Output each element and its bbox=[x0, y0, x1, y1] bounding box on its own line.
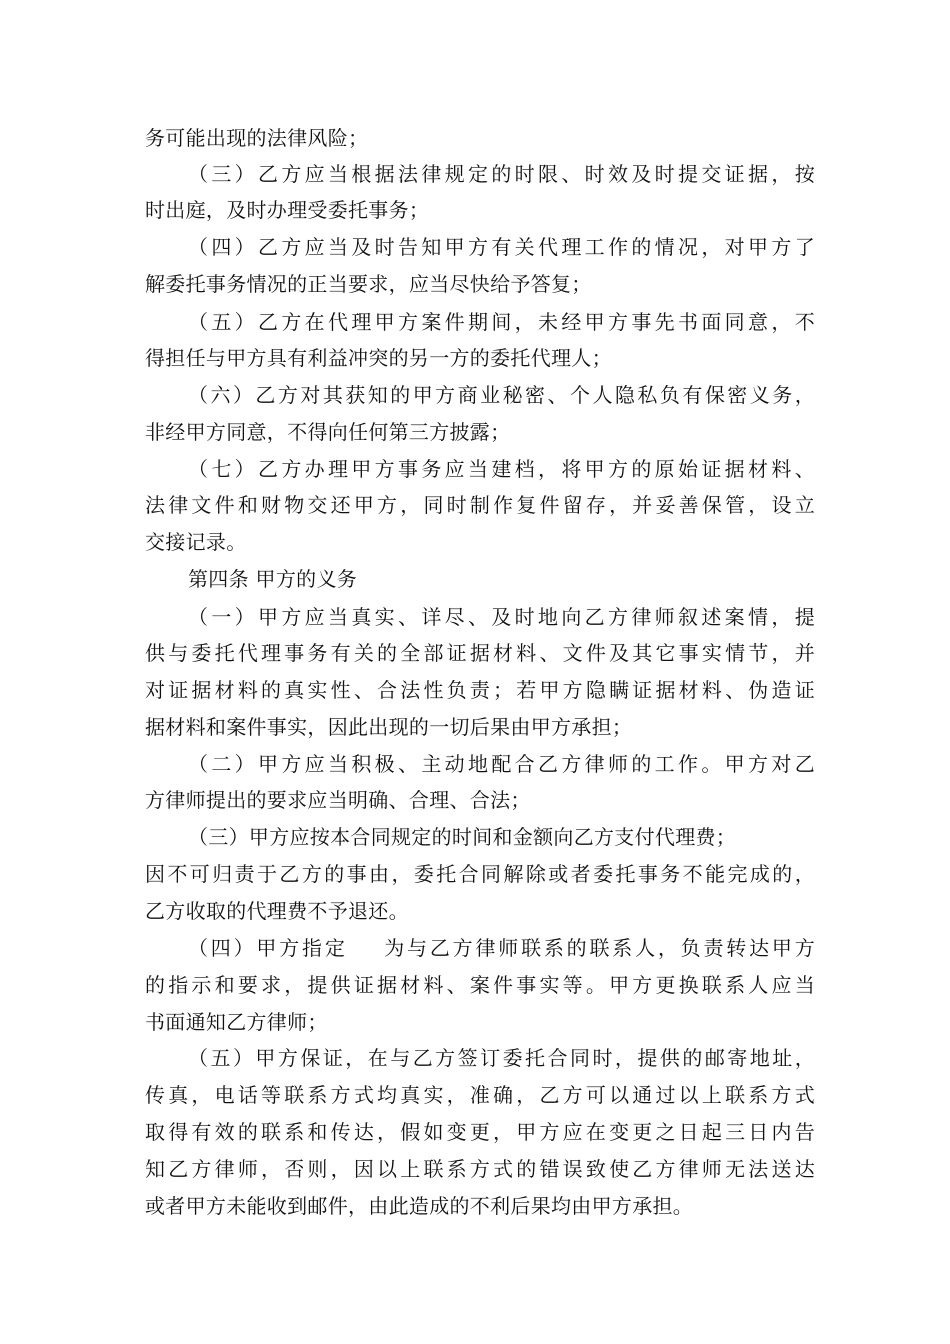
text-line: 据材料和案件事实，因此出现的一切后果由甲方承担； bbox=[145, 715, 633, 739]
text-line: （四）乙方应当及时告知甲方有关代理工作的情况，对甲方了 bbox=[188, 235, 815, 259]
text-line: 对证据材料的真实性、合法性负责；若甲方隐瞒证据材料、伪造证 bbox=[145, 678, 815, 702]
text-line: 法律文件和财物交还甲方，同时制作复件留存，并妥善保管，设立 bbox=[145, 493, 815, 517]
text-line: 书面通知乙方律师； bbox=[145, 1010, 328, 1034]
text-line: 得担任与甲方具有利益冲突的另一方的委托代理人； bbox=[145, 346, 612, 370]
text-line: （七）乙方办理甲方事务应当建档，将甲方的原始证据材料、 bbox=[188, 457, 815, 481]
text-line: 时出庭，及时办理受委托事务； bbox=[145, 198, 430, 222]
text-line: 取得有效的联系和传达，假如变更，甲方应在变更之日起三日内告 bbox=[145, 1120, 815, 1144]
text-line: 因不可归责于乙方的事由，委托合同解除或者委托事务不能完成的， bbox=[145, 862, 815, 886]
text-line: 解委托事务情况的正当要求，应当尽快给予答复； bbox=[145, 272, 592, 296]
text-line: 知乙方律师，否则，因以上联系方式的错误致使乙方律师无法送达 bbox=[145, 1157, 815, 1181]
text-line: （五）乙方在代理甲方案件期间，未经甲方事先书面同意，不 bbox=[188, 310, 815, 334]
text-line: 乙方收取的代理费不予退还。 bbox=[145, 899, 409, 923]
text-line: （三）乙方应当根据法律规定的时限、时效及时提交证据，按 bbox=[188, 162, 815, 186]
text-line: （二）甲方应当积极、主动地配合乙方律师的工作。甲方对乙 bbox=[188, 752, 815, 776]
text-line: 的指示和要求，提供证据材料、案件事实等。甲方更换联系人应当 bbox=[145, 973, 815, 997]
text-line: 供与委托代理事务有关的全部证据材料、文件及其它事实情节，并 bbox=[145, 641, 815, 665]
text-line: 非经甲方同意，不得向任何第三方披露； bbox=[145, 420, 511, 444]
text-line: （四）甲方指定 为与乙方律师联系的联系人，负责转达甲方 bbox=[188, 936, 815, 960]
section-heading: 第四条 甲方的义务 bbox=[188, 567, 358, 591]
text-line: 传真，电话等联系方式均真实，准确，乙方可以通过以上联系方式 bbox=[145, 1083, 815, 1107]
text-line: （六）乙方对其获知的甲方商业秘密、个人隐私负有保密义务， bbox=[188, 383, 815, 407]
text-line: 或者甲方未能收到邮件，由此造成的不利后果均由甲方承担。 bbox=[145, 1194, 694, 1218]
text-line: （一）甲方应当真实、详尽、及时地向乙方律师叙述案情，提 bbox=[188, 605, 815, 629]
text-line: 务可能出现的法律风险； bbox=[145, 126, 369, 150]
text-line: 方律师提出的要求应当明确、合理、合法； bbox=[145, 788, 531, 812]
text-line: （三）甲方应按本合同规定的时间和金额向乙方支付代理费； bbox=[188, 825, 737, 849]
text-line: （五）甲方保证，在与乙方签订委托合同时，提供的邮寄地址， bbox=[188, 1046, 815, 1070]
text-line: 交接记录。 bbox=[145, 530, 247, 554]
